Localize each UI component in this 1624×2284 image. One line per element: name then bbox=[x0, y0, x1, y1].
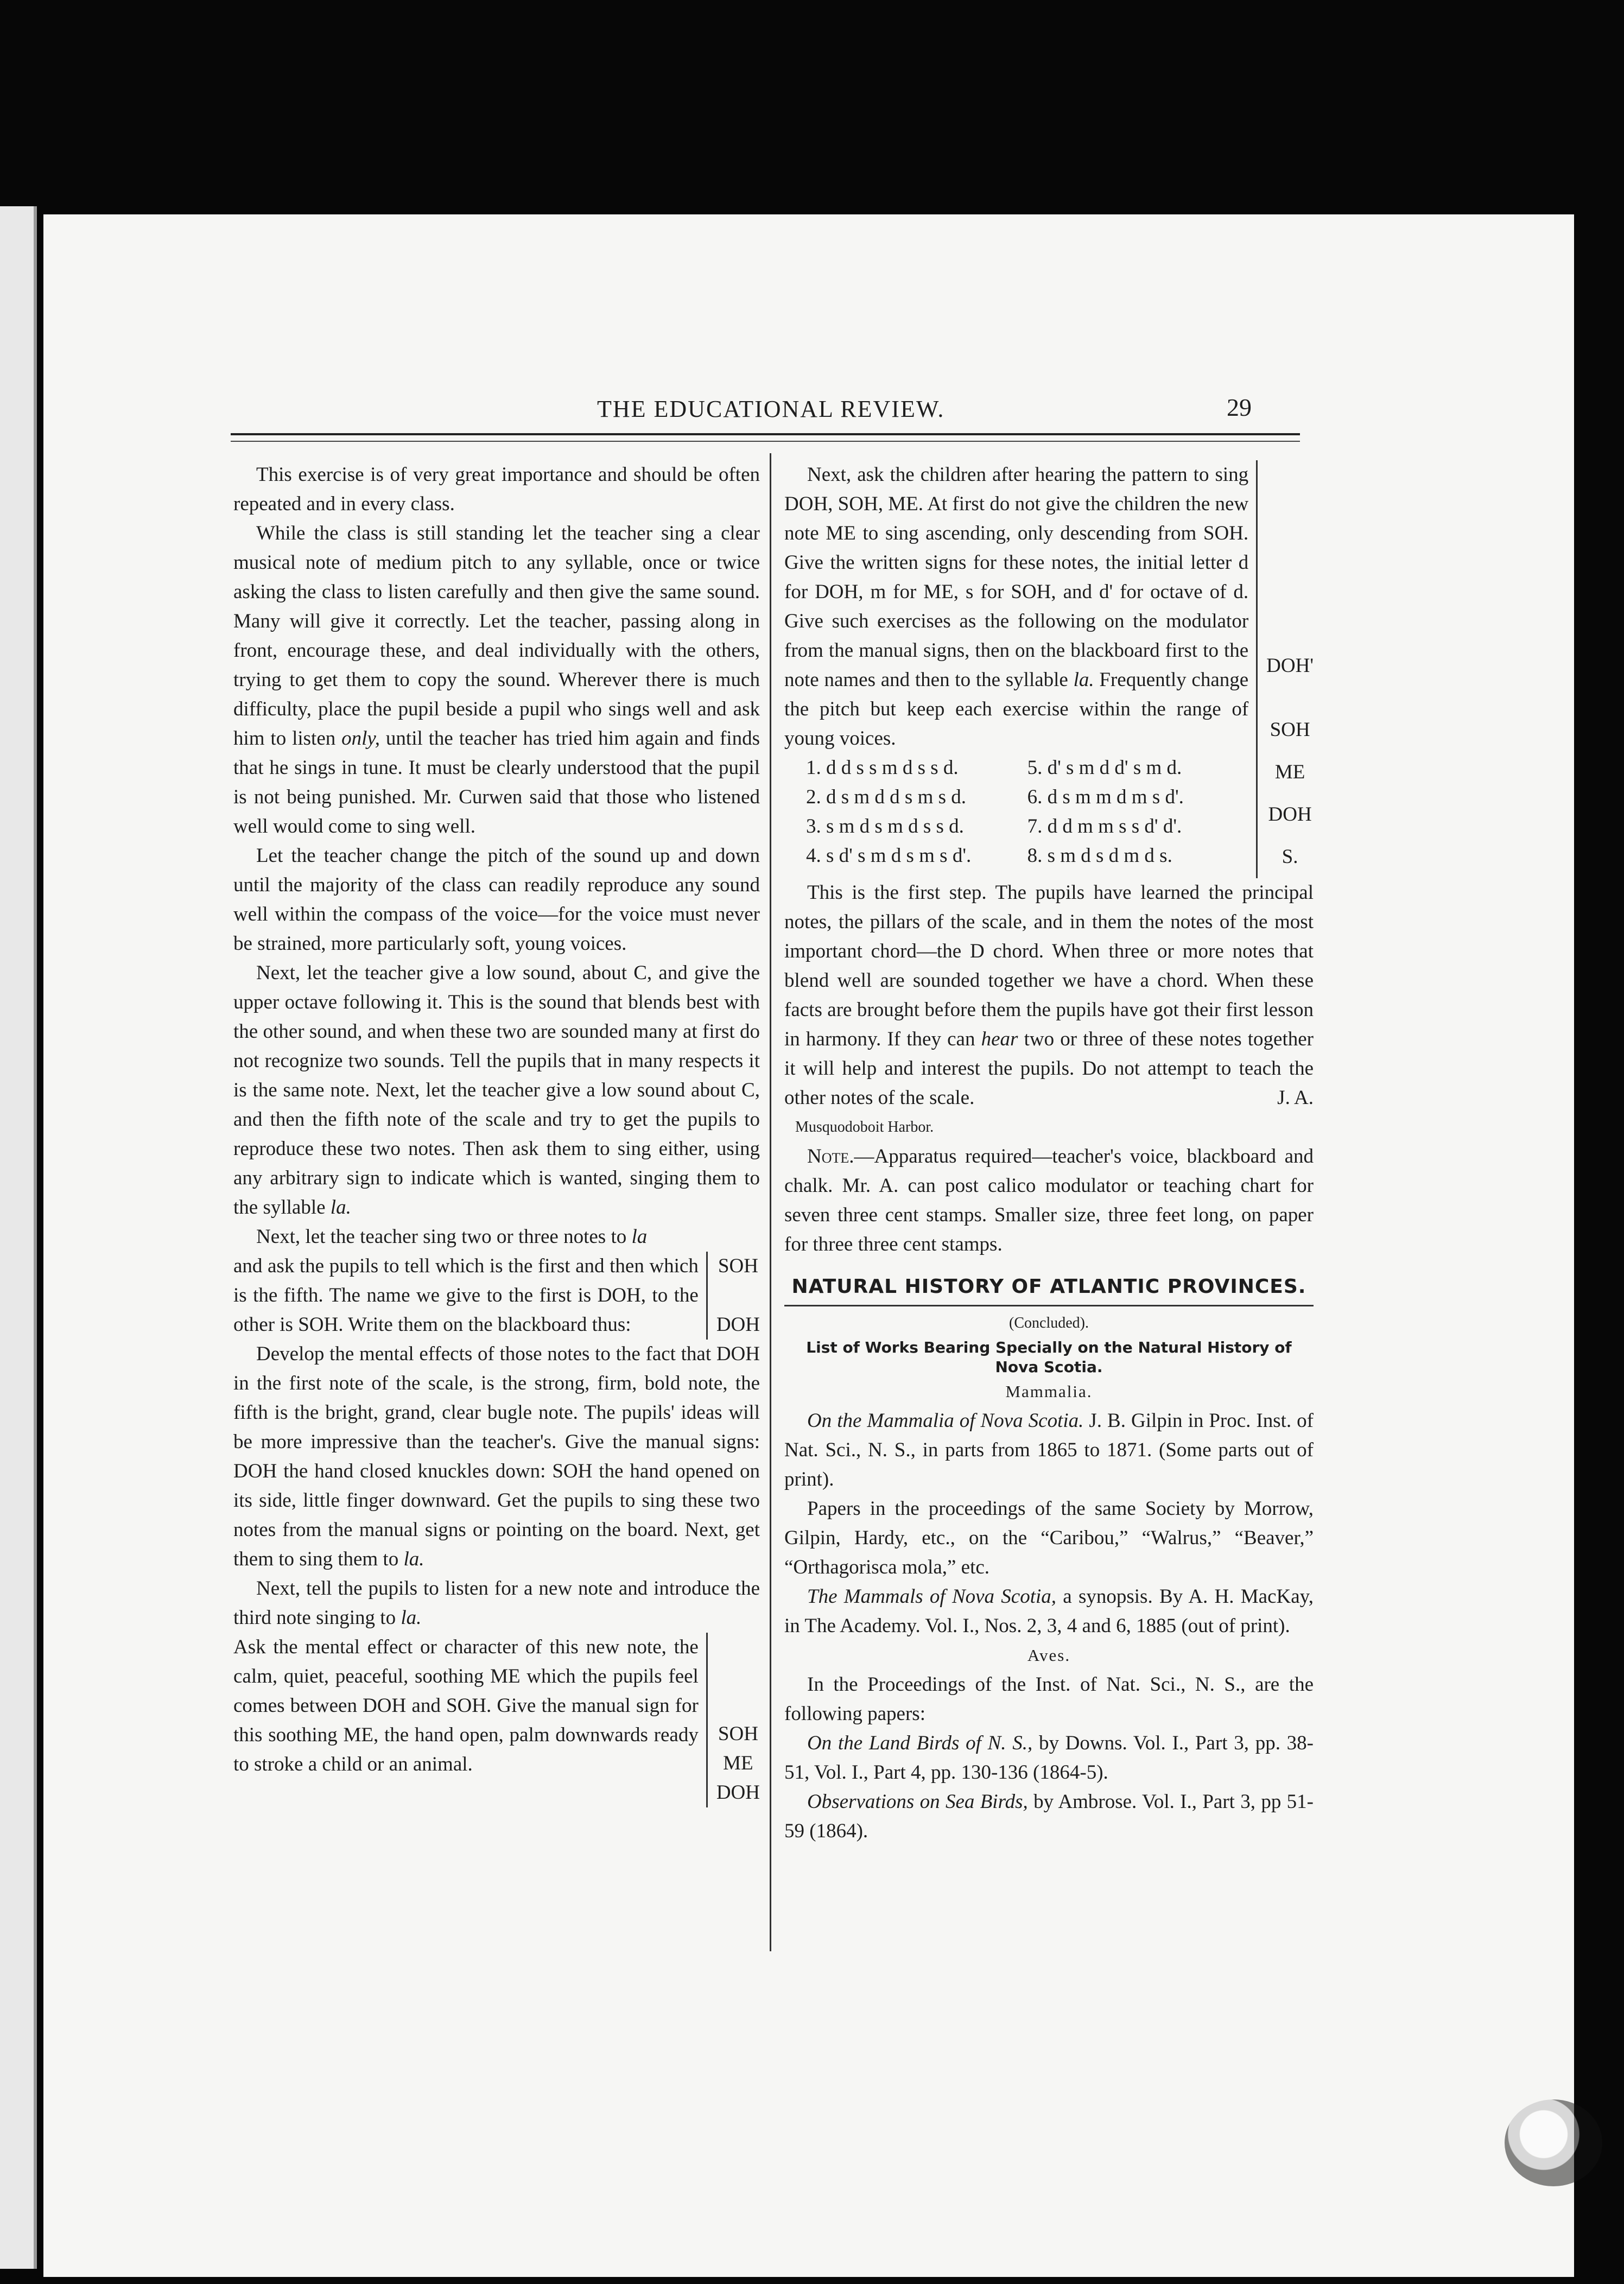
bibliography-entry: Papers in the proceedings of the same Society by Morrow, Gilpin, Hardy, etc., on the “Caribou,” “Walrus,” “Beaver,” “Orthagorisca mola,” etc. bbox=[784, 1498, 1314, 1578]
paragraph: This is the first step. The pupils have learned the principal notes, the pillars of the scale, and in them the notes of the most important chord—the D chord. When three or more notes that blend well are sounded together we have a chord. When these facts are brought before them the pupils have got their first lesson in harmony. If they can hear two or three of these notes together it will help and interest the pupils. Do not attempt to teach the other notes of the scale. J. A. bbox=[784, 878, 1314, 1113]
left-column bbox=[233, 460, 760, 1807]
location: Musquodoboit Harbor. bbox=[795, 1119, 934, 1135]
exercise: 6. d s m m d m s d'. bbox=[1027, 786, 1184, 808]
exercise: 8. s m d s d m d s. bbox=[1027, 845, 1172, 867]
paragraph: This exercise is of very great importance and should be often repeated and in every class. bbox=[233, 464, 760, 515]
signature: J. A. bbox=[1277, 1087, 1314, 1109]
exercise: 7. d d m m s s d' d'. bbox=[1027, 815, 1182, 838]
bibliography-entry: Observations on Sea Birds, by Ambrose. Vol. I., Part 3, pp 51-59 (1864). bbox=[784, 1791, 1314, 1842]
microfilm-artifact bbox=[1505, 2099, 1602, 2186]
paragraph: Let the teacher change the pitch of the sound up and down until the majority of the class can readily reproduce any sound well within the compass of the voice—for the voice must never be strained, more particularly soft, young voices. bbox=[233, 845, 760, 955]
syllable-column: SOH DOH bbox=[706, 1252, 760, 1340]
section-title: NATURAL HISTORY OF ATLANTIC PROVINCES. bbox=[784, 1272, 1314, 1306]
paragraph: Next, let the teacher give a low sound, about C, and give the upper octave following it. This is the sound that blends best with the other sound, and when these two are sounded many at first do not recognize two sounds. Tell the pupils that in many respects it is the same note. Next, let the teacher give a low sound about C, and then the fifth note of the scale and try to get the pupils to reproduce these two notes. Then ask them to sing either, using any arbitrary sign to indicate which is wanted, singing them to the syllable la. bbox=[233, 962, 760, 1219]
syllable-column: SOH ME DOH bbox=[706, 1633, 760, 1807]
paragraph: Next, tell the pupils to listen for a new note and introduce the third note singing to la. bbox=[233, 1577, 760, 1629]
exercise-list bbox=[784, 753, 1248, 871]
book-binding bbox=[0, 206, 37, 2269]
paragraph: Develop the mental effects of those notes to the fact that DOH in the first note of the scale, is the strong, firm, bold note, the fifth is the bright, grand, clear bugle note. The pupils' ideas will be more impressive than the teacher's. Give the manual signs: DOH the hand closed knuckles down: SOH the hand opened on its side, little finger downward. Get the pupils to sing these two notes from the manual signs or pointing on the board. Next, get them to sing them to la. bbox=[233, 1343, 760, 1570]
bibliography-entry: In the Proceedings of the Inst. of Nat. Sci., N. S., are the following papers: bbox=[784, 1673, 1314, 1725]
exercise: 1. d d s s m d s s d. bbox=[806, 757, 959, 779]
concluded-label: (Concluded). bbox=[1009, 1315, 1089, 1331]
right-column bbox=[784, 460, 1314, 1846]
list-title: List of Works Bearing Specially on the Natural History of Nova Scotia. bbox=[806, 1338, 1292, 1376]
paragraph: Next, ask the children after hearing the pattern to sing DOH, SOH, ME. At first do not give the children the new note ME to sing ascending, only descending from SOH. Give the written signs for these notes, the initial letter d for DOH, m for ME, s for SOH, and d' for octave of d. Give such exercises as the following on the modulator from the manual signs, then on the blackboard first to the note names and then to the syllable la. Frequently change the pitch but keep each exercise within the range of young voices. bbox=[784, 464, 1249, 750]
bibliography-entry: On the Land Birds of N. S., by Downs. Vol. I., Part 3, pp. 38-51, Vol. I., Part 4, pp. 130-136 (1864-5). bbox=[784, 1732, 1314, 1784]
page-number: 29 bbox=[1227, 394, 1252, 421]
paragraph: While the class is still standing let the teacher sing a clear musical note of medium pitch to any syllable, once or twice asking the class to listen carefully and then give the same sound. Many will give it correctly. Let the teacher, passing along in front, encourage these, and deal individually with the others, trying to get them to copy the sound. Wherever there is much difficulty, place the pupil beside a pupil who sings well and ask him to listen only, until the teacher has tried him again and finds that he sings in tune. It must be clearly understood that the pupil is not being punished. Mr. Curwen said that those who listened well would come to sing well. bbox=[233, 522, 760, 838]
bibliography-entry: On the Mammalia of Nova Scotia. J. B. Gilpin in Proc. Inst. of Nat. Sci., N. S., in parts from 1865 to 1871. (Some parts out of print). bbox=[784, 1410, 1314, 1490]
bibliography-entry: The Mammals of Nova Scotia, a synopsis. By A. H. MacKay, in The Academy. Vol. I., Nos. 2, 3, 4 and 6, 1885 (out of print). bbox=[784, 1585, 1314, 1637]
header-rule-thin bbox=[231, 441, 1300, 442]
syllable-block: Ask the mental effect or character of this new note, the calm, quiet, peaceful, soothing ME which the pupils feel comes between DOH and SOH. Give the manual sign for this soothing ME, the hand open, palm downwards ready to stroke a child or an animal. SOH ME DOH bbox=[233, 1633, 760, 1807]
exercise: 3. s m d s m d s s d. bbox=[806, 815, 964, 838]
modulator-block bbox=[784, 460, 1314, 878]
subheading-aves: Aves. bbox=[1027, 1646, 1071, 1665]
subheading-mammalia: Mammalia. bbox=[1005, 1382, 1093, 1401]
modulator-column: DOH' SOH ME DOH S. bbox=[1256, 460, 1314, 878]
exercise: 4. s d' s m d s m s d'. bbox=[806, 845, 972, 867]
exercise: 5. d' s m d d' s m d. bbox=[1027, 757, 1182, 779]
running-head: THE EDUCATIONAL REVIEW. bbox=[597, 396, 945, 422]
exercise: 2. d s m d d s m s d. bbox=[806, 786, 967, 808]
paragraph: Next, let the teacher sing two or three notes to la bbox=[256, 1226, 648, 1248]
header-rule bbox=[231, 433, 1300, 435]
column-divider bbox=[770, 453, 771, 1951]
syllable-block: and ask the pupils to tell which is the first and then which is the fifth. The name we give to the first is DOH, to the other is SOH. Write them on the blackboard thus: SOH DOH bbox=[233, 1252, 760, 1340]
note-paragraph: Note.—Apparatus required—teacher's voice, blackboard and chalk. Mr. A. can post calico modulator or teaching chart for seven three cent stamps. Smaller size, three feet long, on paper for three three cent stamps. bbox=[784, 1145, 1314, 1255]
